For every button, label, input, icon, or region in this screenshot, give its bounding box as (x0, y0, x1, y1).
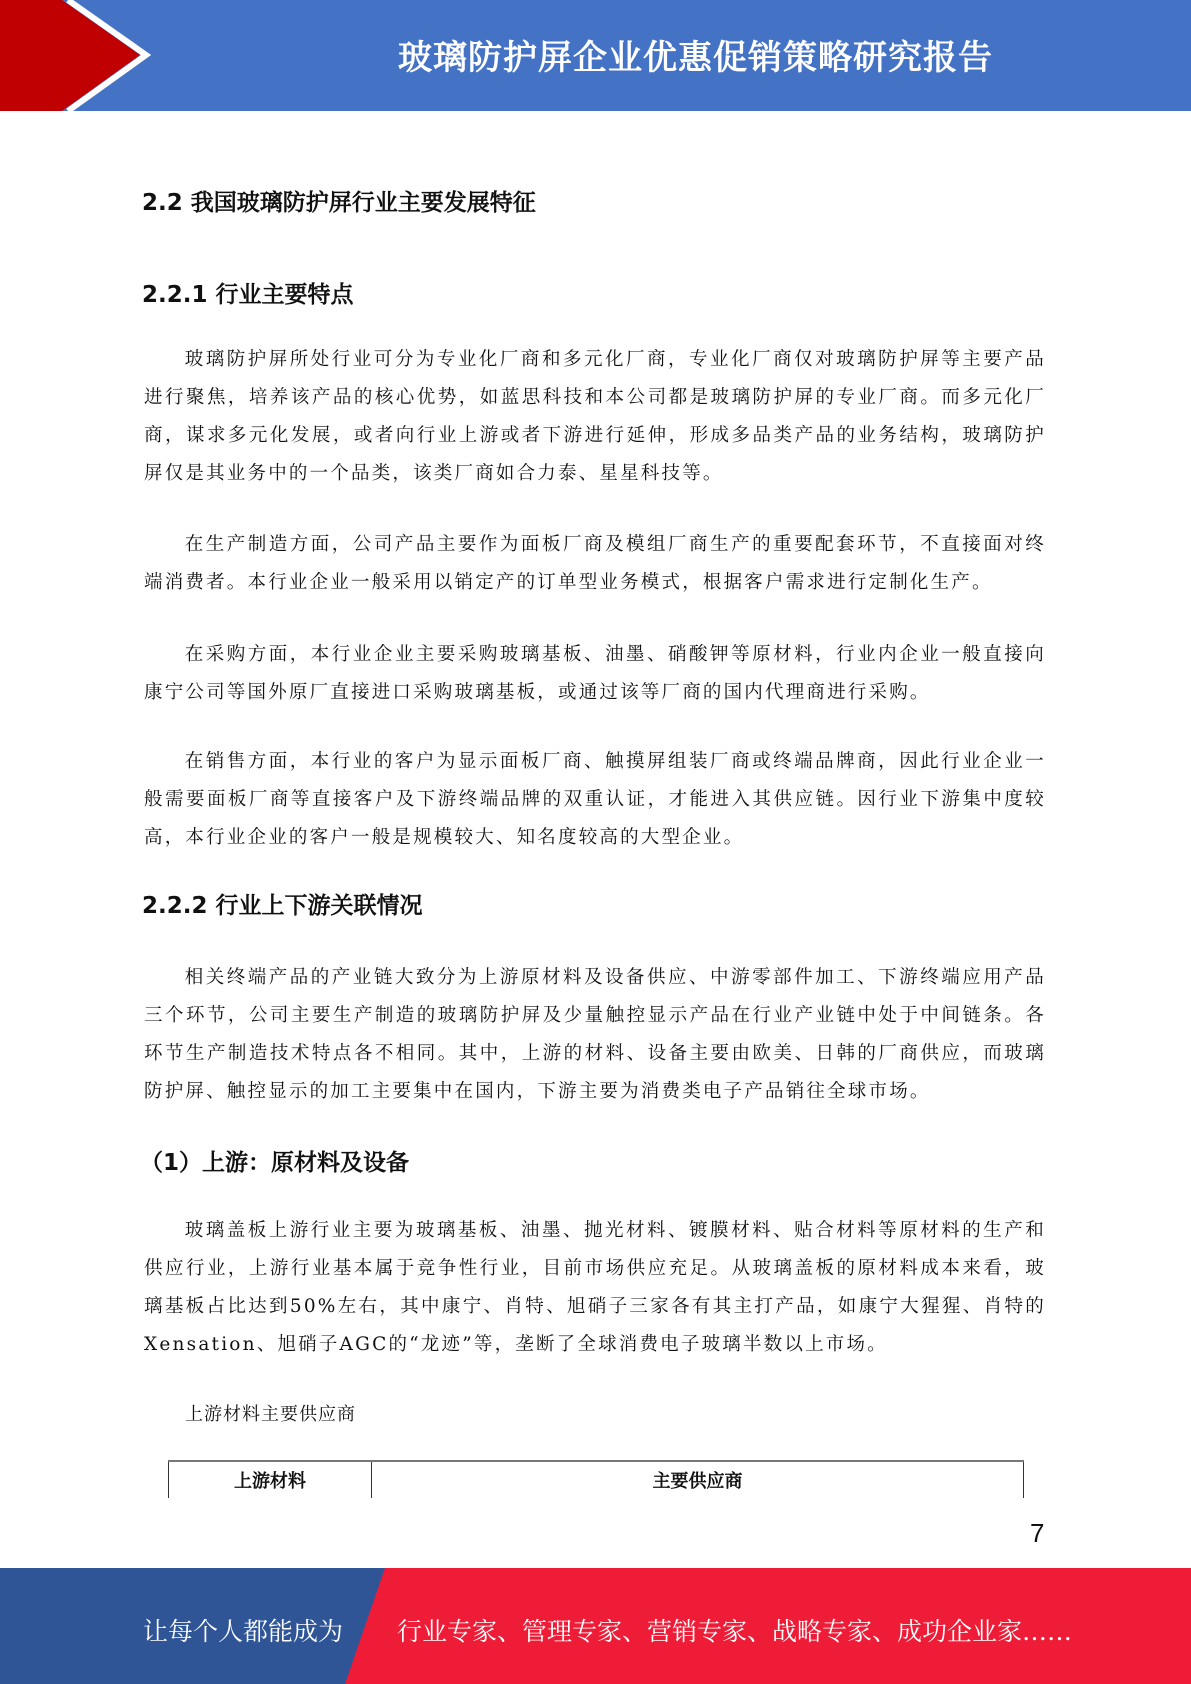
report-title: 玻璃防护屏企业优惠促销策略研究报告 (398, 38, 993, 78)
page-number: 7 (1030, 1518, 1045, 1548)
supplier-table (168, 1460, 1024, 1498)
paragraph: 玻璃盖板上游行业主要为玻璃基板、油墨、抛光材料、镀膜材料、贴合材料等原材料的生产和供应行业，上游行业基本属于竞争性行业，目前市场供应充足。从玻璃盖板的原材料成本来看，玻璃基板占比达到50%左右，其中康宁、肖特、旭硝子三家各有其主打产品，如康宁大猩猩、肖特的Xensation、旭硝子AGC的“龙迹”等，垄断了全球消费电子玻璃半数以上市场。 (144, 1220, 1046, 1355)
column-header: 主要供应商 (372, 1461, 1024, 1498)
header-chevron-decoration (0, 0, 160, 111)
footer-slogan-right: 行业专家、管理专家、营销专家、战略专家、成功企业家…… (397, 1617, 1073, 1646)
page-footer (0, 1568, 1191, 1684)
table-caption: 上游材料主要供应商 (185, 1404, 356, 1425)
footer-slogan-left: 让每个人都能成为 (143, 1617, 344, 1646)
subsection-heading: 2.2.1 行业主要特点 (142, 282, 354, 308)
paragraph: 玻璃防护屏所处行业可分为专业化厂商和多元化厂商，专业化厂商仅对玻璃防护屏等主要产品进行聚焦，培养该产品的核心优势，如蓝思科技和本公司都是玻璃防护屏的专业厂商。而多元化厂商，谋求多元化发展，或者向行业上游或者下游进行延伸，形成多品类产品的业务结构，玻璃防护屏仅是其业务中的一个品类，该类厂商如合力泰、星星科技等。 (144, 349, 1046, 484)
page-header (0, 0, 1191, 111)
subsection-heading: 2.2.2 行业上下游关联情况 (142, 893, 423, 919)
paragraph: 相关终端产品的产业链大致分为上游原材料及设备供应、中游零部件加工、下游终端应用产品三个环节，公司主要生产制造的玻璃防护屏及少量触控显示产品在行业产业链中处于中间链条。各环节生产制造技术特点各不相同。其中，上游的材料、设备主要由欧美、日韩的厂商供应，而玻璃防护屏、触控显示的加工主要集中在国内，下游主要为消费类电子产品销往全球市场。 (144, 967, 1046, 1102)
paragraph: 在生产制造方面，公司产品主要作为面板厂商及模组厂商生产的重要配套环节，不直接面对终端消费者。本行业企业一般采用以销定产的订单型业务模式，根据客户需求进行定制化生产。 (144, 534, 1046, 593)
table-header-row (169, 1461, 1024, 1498)
section-heading: 2.2 我国玻璃防护屏行业主要发展特征 (142, 190, 536, 216)
paragraph: 在采购方面，本行业企业主要采购玻璃基板、油墨、硝酸钾等原材料，行业内企业一般直接向康宁公司等国外原厂直接进口采购玻璃基板，或通过该等厂商的国内代理商进行采购。 (144, 644, 1046, 703)
subheading-upstream: （1）上游：原材料及设备 (140, 1150, 410, 1176)
column-header: 上游材料 (169, 1461, 372, 1498)
paragraph: 在销售方面，本行业的客户为显示面板厂商、触摸屏组装厂商或终端品牌商，因此行业企业一般需要面板厂商等直接客户及下游终端品牌的双重认证，才能进入其供应链。因行业下游集中度较高，本行业企业的客户一般是规模较大、知名度较高的大型企业。 (144, 751, 1046, 848)
